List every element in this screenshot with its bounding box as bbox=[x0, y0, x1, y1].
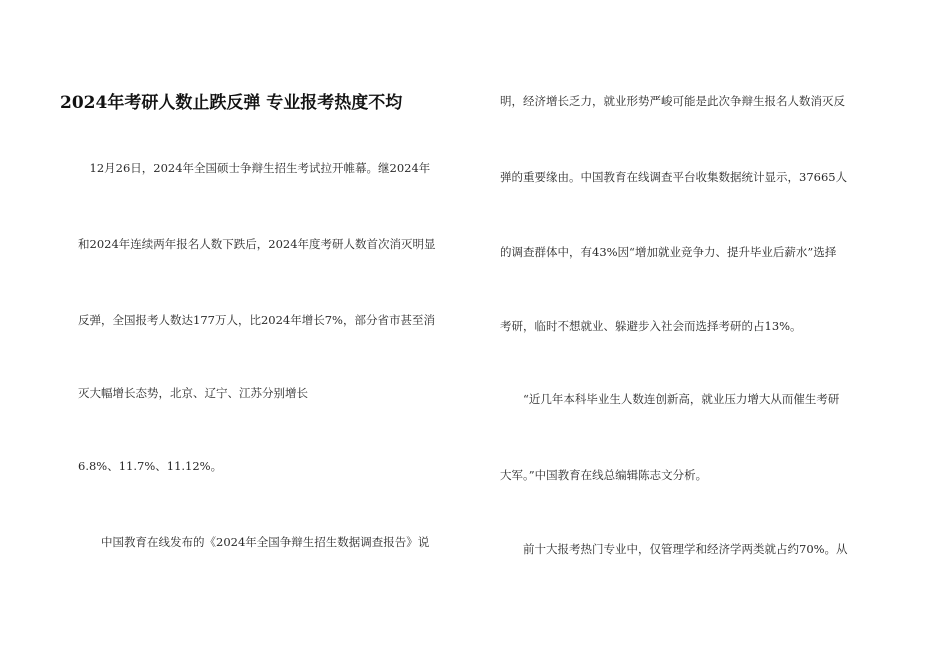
paragraph-line: 前十大报考热门专业中，仅管理学和经济学两类就占约70%。从 bbox=[500, 542, 848, 556]
paragraph-line: 6.8%、11.7%、11.12%。 bbox=[78, 459, 223, 473]
paragraph-line: 中国教育在线发布的《2024年全国争辩生招生数据调查报告》说 bbox=[78, 535, 430, 549]
paragraph-line: 12月26日，2024年全国硕士争辩生招生考试拉开帷幕。继2024年 bbox=[78, 161, 431, 175]
paragraph-line: “近几年本科毕业生人数连创新高，就业压力增大从而催生考研 bbox=[500, 392, 840, 406]
article-title: 2024年考研人数止跌反弹 专业报考热度不均 bbox=[60, 93, 403, 113]
paragraph-line: 和2024年连续两年报名人数下跌后，2024年度考研人数首次消灭明显 bbox=[78, 237, 436, 251]
paragraph-line: 大军。”中国教育在线总编辑陈志文分析。 bbox=[500, 468, 708, 482]
paragraph-line: 明，经济增长乏力，就业形势严峻可能是此次争辩生报名人数消灭反 bbox=[500, 94, 845, 108]
paragraph-line: 弹的重要缘由。中国教育在线调查平台收集数据统计显示，37665人 bbox=[500, 170, 848, 184]
paragraph-line: 考研，临时不想就业、躲避步入社会而选择考研的占13%。 bbox=[500, 319, 802, 333]
paragraph-line: 反弹，全国报考人数达177万人，比2024年增长7%，部分省市甚至消 bbox=[78, 313, 435, 327]
paragraph-line: 灭大幅增长态势，北京、辽宁、江苏分别增长 bbox=[78, 386, 308, 400]
paragraph-line: 的调查群体中，有43%因“增加就业竞争力、提升毕业后薪水”选择 bbox=[500, 245, 837, 259]
